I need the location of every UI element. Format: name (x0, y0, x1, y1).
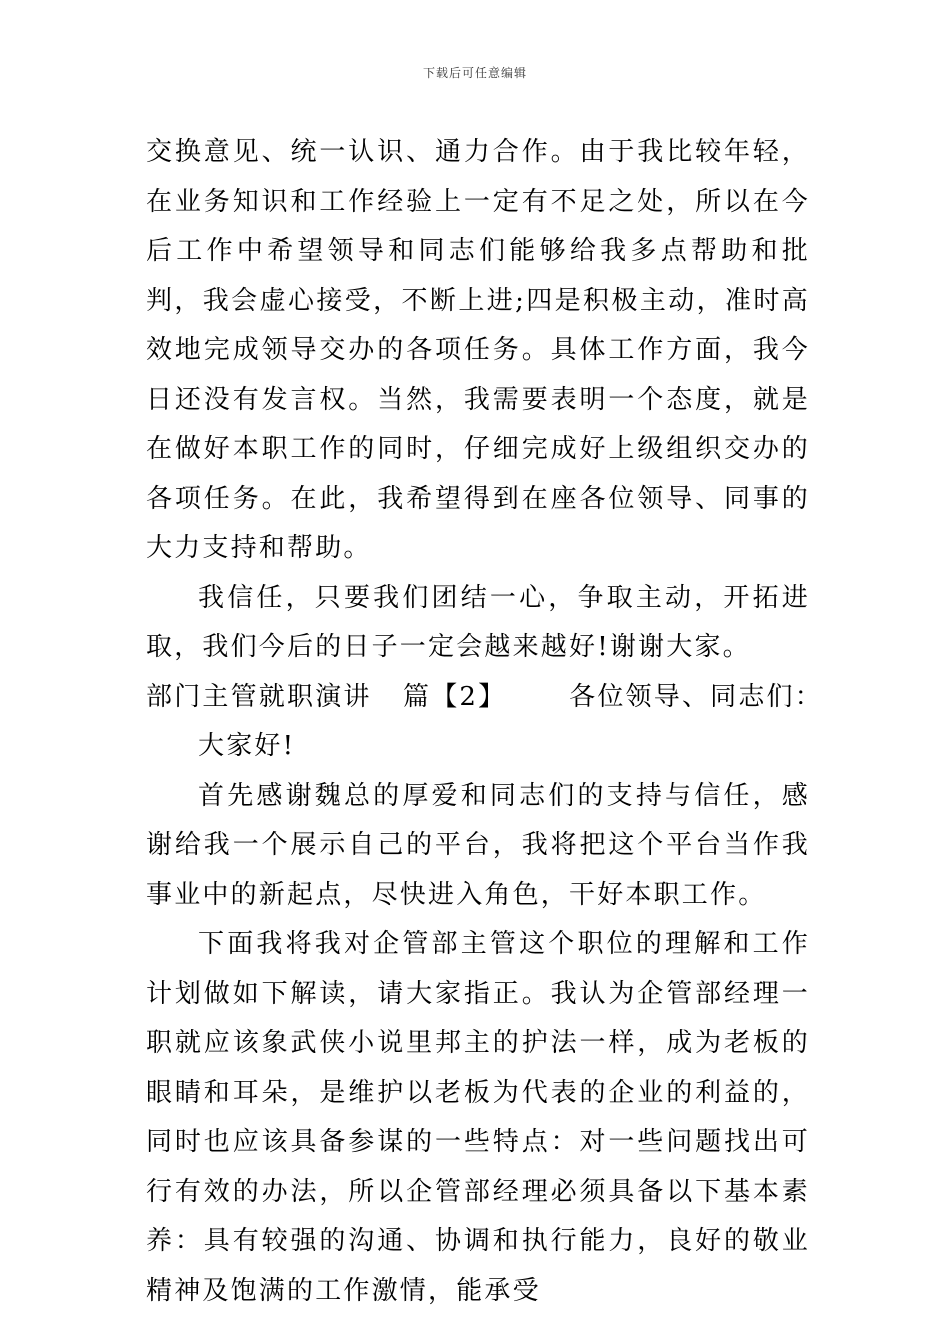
paragraph-plan: 下面我将我对企管部主管这个职位的理解和工作计划做如下解读，请大家指正。我认为企管部经理一职就应该象武侠小说里邦主的护法一样，成为老板的眼睛和耳朵，是维护以老板为代表的企业的利益的，同时也应该具备参谋的一些特点：对一些问题找出可行有效的办法，所以企管部经理必须具备以下基本素养：具有较强的沟通、协调和执行能力，良好的敬业精神及饱满的工作激情，能承受 (146, 929, 810, 1306)
greeting: 大家好! (198, 731, 296, 761)
section-part: 篇【2】 (403, 681, 507, 712)
section-title: 部门主管就职演讲 (146, 681, 372, 712)
paragraph-thanks: 首先感谢魏总的厚爱和同志们的支持与信任，感谢给我一个展示自己的平台，我将把这个平台当作我事业中的新起点，尽快进入角色，干好本职工作。 (146, 780, 810, 910)
section-heading-line (146, 673, 823, 723)
section-salutation: 各位领导、同志们： (569, 681, 823, 712)
paragraph-closing: 我信任，只要我们团结一心，争取主动，开拓进取，我们今后的日子一定会越来越好!谢谢大家。 (146, 582, 810, 662)
page-header: 下载后可任意编辑 (422, 66, 527, 80)
document-body (146, 128, 823, 1316)
paragraph-continuation: 交换意见、统一认识、通力合作。由于我比较年轻，在业务知识和工作经验上一定有不足之处，所以在今后工作中希望领导和同志们能够给我多点帮助和批判，我会虚心接受，不断上进;四是积极主动，准时高效地完成领导交办的各项任务。具体工作方面，我今日还没有发言权。当然，我需要表明一个态度，就是在做好本职工作的同时，仔细完成好上级组织交办的各项任务。在此，我希望得到在座各位领导、同事的大力支持和帮助。 (146, 137, 810, 563)
